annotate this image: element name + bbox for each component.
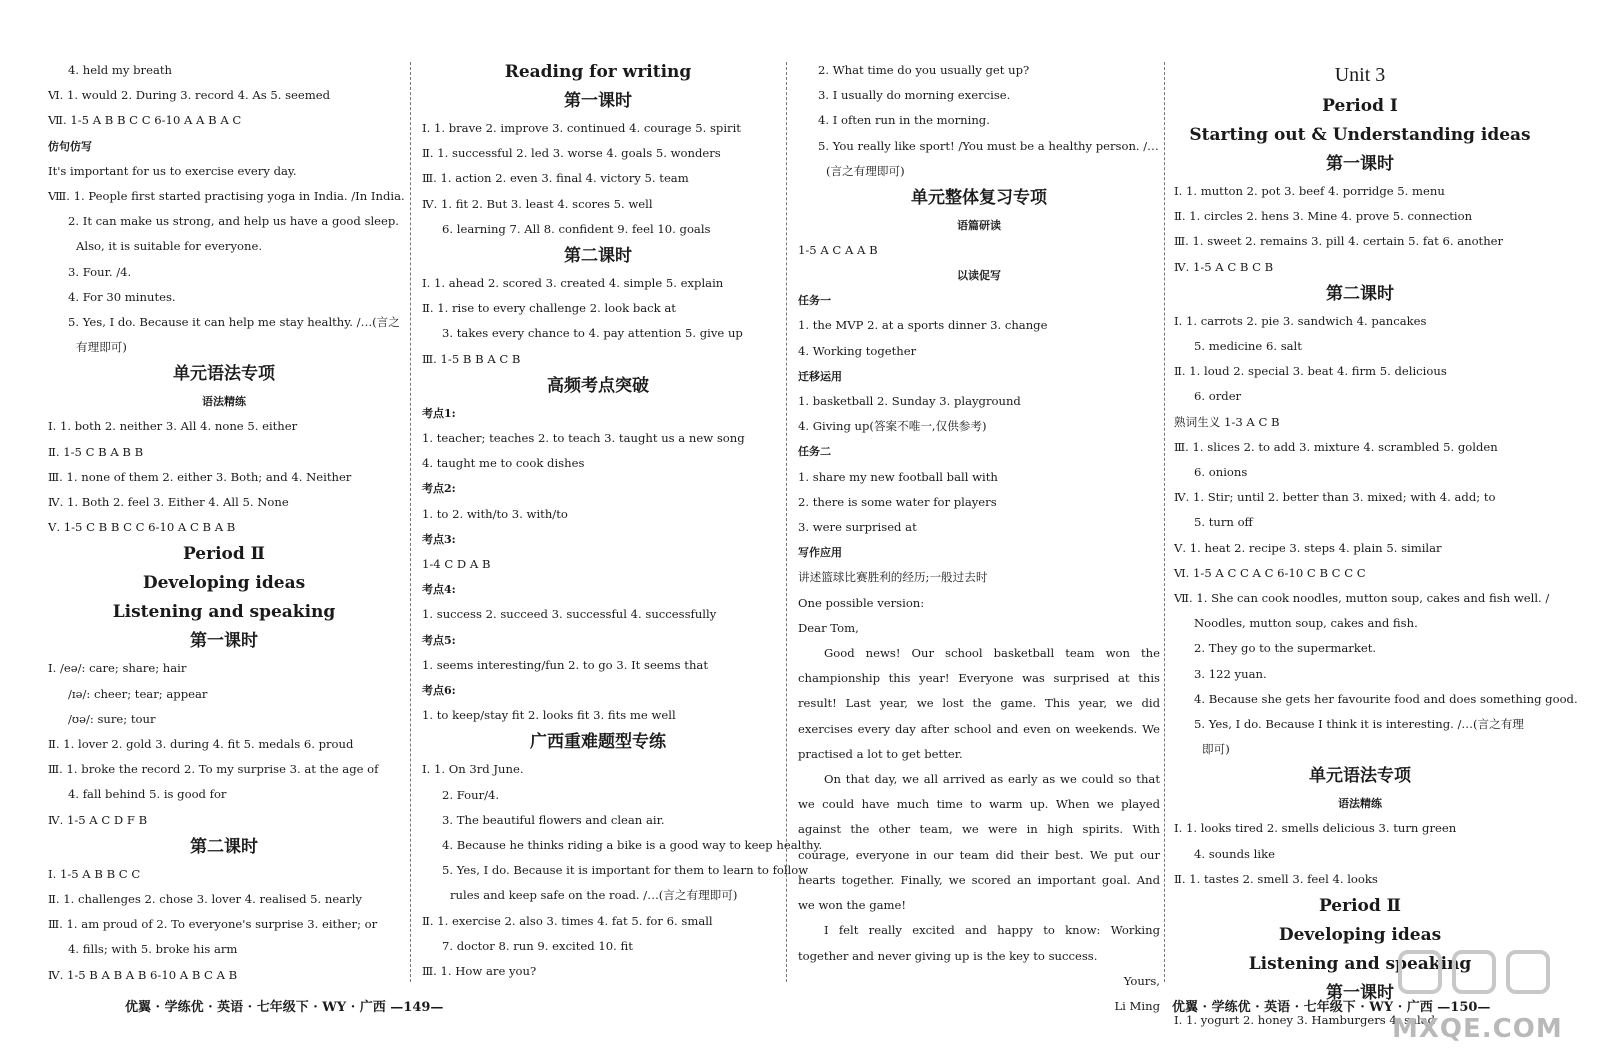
section-heading: Period Ⅱ (1318, 896, 1402, 917)
answer-line: 4. sounds like (1194, 846, 1275, 861)
answer-line: Ⅲ. 1. none of them 2. either 3. Both; and 4. Neither (48, 469, 352, 484)
answer-line: 1. to 2. with/to 3. with/to (422, 506, 568, 521)
answer-line: 熟词生义 1-3 A C B (1174, 414, 1280, 429)
answer-line: 4. Because she gets her favourite food and does something good. (1194, 691, 1578, 706)
section-label: 考点5: (422, 633, 456, 647)
section-heading: 第一课时 (1326, 983, 1394, 1004)
section-label: 以读促写 (957, 269, 1001, 283)
column-divider-3 (1164, 62, 1165, 982)
answer-line: Ⅷ. 1. People first started practising yoga in India. /In India. (48, 189, 405, 204)
answer-column-3 (798, 58, 1160, 1019)
answer-line: Ⅳ. 1-5 B A B A B 6-10 A B C A B (48, 967, 238, 982)
answer-line: 3. takes every chance to 4. pay attention 5. give up (442, 326, 743, 341)
answer-line: One possible version: (798, 595, 925, 610)
answer-line: Ⅵ. 1-5 A C C A C 6-10 C B C C C (1174, 565, 1366, 580)
answer-line: Ⅲ. 1. How are you? (422, 964, 537, 979)
answer-line: Ⅰ. 1. ahead 2. scored 3. created 4. simple 5. explain (422, 276, 724, 291)
answer-line: Ⅱ. 1. circles 2. hens 3. Mine 4. prove 5. connection (1174, 209, 1473, 224)
section-label: 语法精练 (1338, 797, 1382, 811)
section-heading: Listening and speaking (1248, 954, 1472, 975)
answer-line: 3. The beautiful flowers and clean air. (442, 812, 665, 827)
answer-line: rules and keep safe on the road. /…(言之有理即可) (450, 888, 738, 903)
answer-line: Ⅲ. 1. sweet 2. remains 3. pill 4. certain 5. fat 6. another (1174, 234, 1504, 249)
answer-line: 5. Yes, I do. Because it can help me stay healthy. /…(言之 (68, 315, 400, 330)
answer-line: 6. order (1194, 389, 1242, 404)
answer-line: Ⅰ. 1. mutton 2. pot 3. beef 4. porridge 5. menu (1174, 184, 1445, 198)
section-heading: Starting out & Understanding ideas (1189, 125, 1531, 145)
section-label: 迁移运用 (798, 369, 842, 383)
answer-line: Ⅰ. 1. yogurt 2. honey 3. Hamburgers 4. salad (1174, 1013, 1436, 1028)
answer-line: 1. basketball 2. Sunday 3. playground (798, 394, 1021, 409)
section-label: 考点1: (422, 406, 456, 420)
answer-line: /ʊə/: sure; tour (68, 711, 156, 726)
answer-line: Ⅶ. 1. She can cook noodles, mutton soup, cakes and fish well. / (1174, 591, 1550, 606)
section-heading: 第二课时 (564, 246, 632, 267)
answer-line: Ⅰ. 1. looks tired 2. smells delicious 3. turn green (1174, 821, 1457, 836)
answer-line: Ⅱ. 1. loud 2. special 3. beat 4. firm 5. delicious (1174, 364, 1447, 379)
answer-line: 5. medicine 6. salt (1194, 339, 1302, 354)
answer-line: Ⅳ. 1-5 A C B C B (1174, 259, 1274, 274)
column-divider-1 (410, 62, 411, 982)
section-heading: 单元语法专项 (173, 364, 275, 385)
answer-line: Ⅱ. 1. challenges 2. chose 3. lover 4. realised 5. nearly (48, 892, 362, 907)
answer-line: Noodles, mutton soup, cakes and fish. (1194, 616, 1418, 631)
section-heading: 第一课时 (190, 631, 258, 652)
answer-line: Ⅳ. 1. Stir; until 2. better than 3. mixed; with 4. add; to (1174, 490, 1496, 505)
answer-line: 3. Four. /4. (68, 264, 132, 279)
section-label: 考点6: (422, 684, 456, 698)
section-label: 任务一 (798, 294, 831, 308)
section-label: 任务二 (798, 445, 831, 459)
answer-line: 4. Giving up(答案不唯一,仅供参考) (798, 419, 987, 434)
answer-line: 6. learning 7. All 8. confident 9. feel 10. goals (442, 221, 711, 236)
section-heading: 第二课时 (1326, 283, 1394, 304)
section-heading: 第二课时 (190, 836, 258, 857)
answer-line: 讲述篮球比赛胜利的经历;一般过去时 (798, 570, 988, 585)
answer-line: 1. success 2. succeed 3. successful 4. successfully (422, 607, 717, 622)
page-footer-left: 优翼 · 学练优 · 英语 · 七年级下 · WY · 广西 —149— (125, 1000, 444, 1015)
section-heading: 广西重难题型专练 (530, 732, 666, 753)
answer-line: Ⅴ. 1-5 C B B C C 6-10 A C B A B (48, 520, 236, 535)
answer-line: 4. taught me to cook dishes (422, 456, 585, 471)
answer-line: 1. share my new football ball with (798, 469, 998, 484)
answer-line: 4. fills; with 5. broke his arm (68, 942, 238, 957)
section-label: 仿句仿写 (48, 139, 92, 153)
answer-line: Also, it is suitable for everyone. (76, 239, 263, 254)
answer-line: 7. doctor 8. run 9. excited 10. fit (442, 938, 633, 953)
answer-line: Li Ming (1114, 998, 1160, 1013)
answer-line: (言之有理即可) (826, 163, 905, 178)
answer-line: 4. Working together (798, 343, 917, 358)
watermark-text: MXQE.COM (1392, 1014, 1563, 1044)
section-heading: 单元整体复习专项 (911, 188, 1047, 209)
answer-line: 1. seems interesting/fun 2. to go 3. It seems that (422, 657, 708, 672)
answer-line: It's important for us to exercise every day. (48, 163, 297, 178)
answer-line: Ⅱ. 1. tastes 2. smell 3. feel 4. looks (1174, 871, 1378, 886)
answer-line: Ⅲ. 1. am proud of 2. To everyone's surprise 3. either; or (48, 917, 378, 932)
page-footer-right: 优翼 · 学练优 · 英语 · 七年级下 · WY · 广西 —150— (1172, 1000, 1491, 1015)
answer-line: 5. Yes, I do. Because it is important for them to learn to follow (442, 863, 809, 878)
answer-line: 5. Yes, I do. Because I think it is interesting. /…(言之有理 (1194, 717, 1524, 732)
answer-line: 5. You really like sport! /You must be a healthy person. /… (818, 138, 1159, 153)
answer-line: 5. turn off (1194, 515, 1253, 530)
answer-line: 1. teacher; teaches 2. to teach 3. taught us a new song (422, 431, 745, 446)
answer-line: Ⅱ. 1. exercise 2. also 3. times 4. fat 5. for 6. small (422, 913, 713, 928)
answer-line: Ⅳ. 1-5 A C D F B (48, 812, 148, 827)
answer-line: 3. were surprised at (798, 520, 917, 535)
section-label: 语法精练 (202, 395, 246, 409)
section-label: 考点3: (422, 532, 456, 546)
answer-line: 4. I often run in the morning. (818, 113, 990, 128)
section-heading: Unit 3 (1334, 64, 1386, 86)
section-heading: Listening and speaking (112, 602, 336, 623)
answer-line: Ⅲ. 1. slices 2. to add 3. mixture 4. scrambled 5. golden (1174, 439, 1498, 454)
answer-line: 4. held my breath (68, 63, 172, 77)
answer-line: Ⅰ. 1-5 A B B C C (48, 866, 141, 881)
answer-line: 即可) (1202, 742, 1230, 757)
answer-line: Ⅱ. 1-5 C B A B B (48, 444, 144, 459)
section-heading: Period Ⅱ (182, 544, 266, 565)
section-heading: 第一课时 (1326, 154, 1394, 174)
answer-column-1 (48, 58, 405, 988)
answer-line: 2. They go to the supermarket. (1194, 641, 1377, 656)
section-heading: 单元语法专项 (1309, 766, 1411, 787)
answer-line: 有理即可) (76, 340, 127, 355)
answer-line: Ⅰ. 1. On 3rd June. (422, 762, 524, 777)
section-label: 写作应用 (798, 546, 842, 560)
answer-line: Good news! Our school basketball team won the championship this year! Everyone was surprised at this result! Last year, we lost the game. This year, we did exercises every day after school and even on weekends. We practised a lot to get better. (798, 646, 1160, 761)
answer-line: Ⅴ. 1. heat 2. recipe 3. steps 4. plain 5. similar (1174, 540, 1442, 555)
answer-line: Ⅱ. 1. rise to every challenge 2. look back at (422, 301, 676, 316)
answer-line: 2. It can make us strong, and help us have a good sleep. (68, 214, 399, 229)
section-heading: Developing ideas (1278, 925, 1442, 946)
answer-line: 6. onions (1194, 465, 1248, 480)
answer-line: On that day, we all arrived as early as we could so that we could have much time to warm up. When we played against the other team, we were in high spirits. With courage, everyone in our team did their best. We put our hearts together. Finally, we scored an important goal. And we won the game! (798, 772, 1160, 913)
answer-line: Ⅵ. 1. would 2. During 3. record 4. As 5. seemed (48, 88, 331, 103)
answer-line: Ⅰ. 1. carrots 2. pie 3. sandwich 4. pancakes (1174, 313, 1427, 328)
answer-line: Dear Tom, (798, 620, 859, 635)
answer-line: Ⅳ. 1. fit 2. But 3. least 4. scores 5. well (422, 196, 653, 211)
answer-line: 4. Because he thinks riding a bike is a good way to keep healthy. (442, 838, 823, 853)
answer-line: Ⅲ. 1. action 2. even 3. final 4. victory 5. team (422, 171, 689, 186)
answer-line: Ⅳ. 1. Both 2. feel 3. Either 4. All 5. None (48, 495, 289, 510)
answer-line: I felt really excited and happy to know: Working together and never giving up is the key to success. (798, 923, 1160, 963)
answer-line: Ⅶ. 1-5 A B B C C 6-10 A A B A C (48, 113, 242, 128)
answer-line: 1. the MVP 2. at a sports dinner 3. change (798, 318, 1048, 333)
section-label: 语篇研读 (957, 219, 1001, 233)
answer-line: /ɪə/: cheer; tear; appear (68, 686, 208, 701)
answer-line: Yours, (1123, 973, 1160, 988)
section-heading: Reading for writing (504, 62, 692, 82)
answer-line: 1-5 A C A A B (798, 243, 878, 258)
answer-line: 4. fall behind 5. is good for (68, 787, 227, 802)
section-heading: 高频考点突破 (547, 375, 649, 396)
answer-line: 4. For 30 minutes. (68, 289, 176, 304)
answer-line: 2. What time do you usually get up? (818, 63, 1030, 77)
answer-line: Ⅲ. 1-5 B B A C B (422, 351, 521, 366)
section-heading: Period Ⅰ (1322, 96, 1398, 116)
answer-column-4 (1174, 58, 1578, 1033)
answer-line: Ⅱ. 1. successful 2. led 3. worse 4. goals 5. wonders (422, 146, 721, 161)
answer-line: Ⅰ. 1. brave 2. improve 3. continued 4. courage 5. spirit (422, 121, 741, 135)
answer-line: 3. 122 yuan. (1194, 666, 1267, 681)
answer-line: 1-4 C D A B (422, 557, 491, 572)
answer-line: 2. there is some water for players (798, 494, 997, 509)
section-heading: 第一课时 (564, 91, 632, 111)
answer-line: 3. I usually do morning exercise. (818, 88, 1011, 103)
section-label: 考点4: (422, 583, 456, 597)
answer-line: Ⅱ. 1. lover 2. gold 3. during 4. fit 5. medals 6. proud (48, 737, 354, 752)
answer-line: Ⅰ. 1. both 2. neither 3. All 4. none 5. either (48, 419, 298, 434)
answer-line: Ⅰ. /eə/: care; share; hair (48, 661, 187, 676)
section-heading: Developing ideas (142, 573, 306, 594)
answer-line: 1. to keep/stay fit 2. looks fit 3. fits me well (422, 708, 676, 723)
answer-line: Ⅲ. 1. broke the record 2. To my surprise 3. at the age of (48, 762, 379, 777)
section-label: 考点2: (422, 482, 456, 496)
answer-line: 2. Four/4. (442, 787, 500, 802)
